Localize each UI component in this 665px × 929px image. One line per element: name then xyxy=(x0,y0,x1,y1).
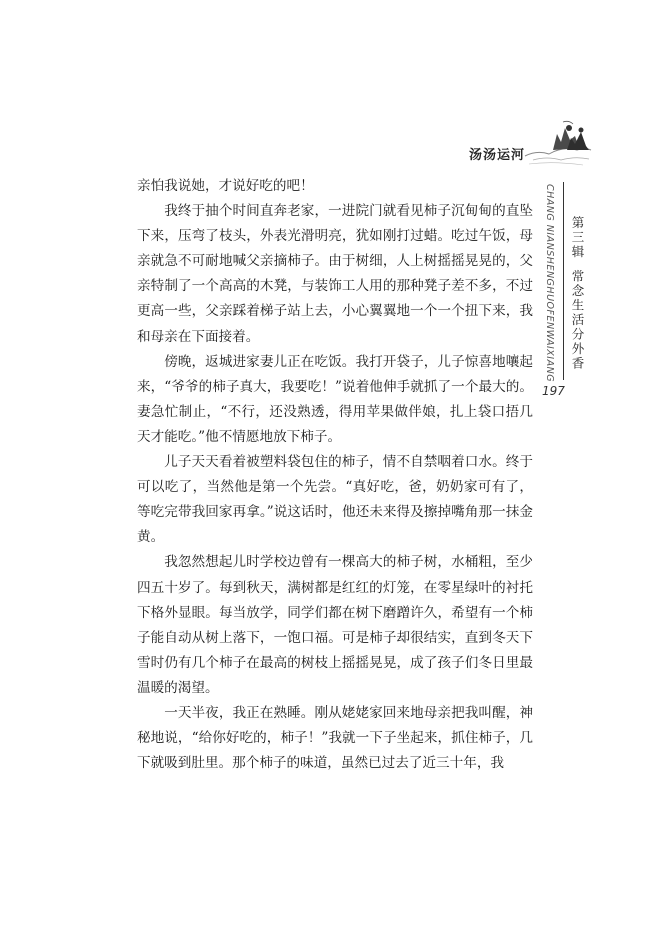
paragraph: 我终于抽个时间直奔老家，一进院门就看见柿子沉甸甸的直坠下来，压弯了枝头，外表光滑明亮，犹如刚打过蜡。吃过午饭，母亲就急不可耐地喊父亲摘柿子。由于树细，人上树摇摇晃晃的，父亲特制了一个高高的木凳，与装饰工人用的那种凳子差不多，不过更高一些，父亲踩着梯子站上去，小心翼翼地一个一个扭下来，我和母亲在下面接着。 xyxy=(137,203,533,345)
section-label: 第三辑 xyxy=(570,216,585,260)
paragraph: 我忽然想起儿时学校边曾有一棵高大的柿子树，水桶粗，至少四五十岁了。每到秋天，满树都是红红的灯笼，在零星绿叶的衬托下格外显眼。每当放学，同学们都在树下磨蹭许久，希望有一个柿子能自动从树上落下，一饱口福。可是柿子却很结实，直到冬天下雪时仍有几个柿子在最高的树枝上摇摇晃晃，成了孩子们冬日里最温暖的渴望。 xyxy=(137,554,533,696)
section-subtitle: 常念生活分外香 xyxy=(570,269,585,371)
section-title xyxy=(568,216,586,371)
page-number: 197 xyxy=(542,384,565,398)
vertical-rule xyxy=(563,182,564,380)
running-header xyxy=(455,120,605,175)
side-running-title xyxy=(540,178,595,408)
paragraph: 亲怕我说她，才说好吃的吧！ xyxy=(137,178,314,194)
pinyin-title: CHANG NIANSHENGHUOFENWAIXIANG xyxy=(544,184,555,383)
paragraph: 儿子天天看着被塑料袋包住的柿子，情不自禁咽着口水。终于可以吃了，当然他是第一个先尝。“真好吃，爸，奶奶家可有了，等吃完带我回家再拿。”说这话时，他还未来得及擦掉嘴角那一抹金黄。 xyxy=(137,454,533,546)
paragraph: 一天半夜，我正在熟睡。刚从姥姥家回来地母亲把我叫醒，神秘地说，“给你好吃的，柿子！”我就一下子坐起来，抓住柿子，几下就吸到肚里。那个柿子的味道，虽然已过去了近三十年，我 xyxy=(137,704,533,772)
paragraph: 傍晚，返城进家妻儿正在吃饭。我打开袋子，儿子惊喜地嚷起来，“爷爷的柿子真大，我要吃！”说着他伸手就抓了一个最大的。妻急忙制止，“不行，还没熟透，得用苹果做伴娘，扎上袋口捂几天才能吃。”他不情愿地放下柿子。 xyxy=(137,353,533,445)
chapter-title: 汤汤运河 xyxy=(469,148,526,163)
ink-landscape-illustration xyxy=(523,120,593,170)
body-text xyxy=(137,174,533,776)
